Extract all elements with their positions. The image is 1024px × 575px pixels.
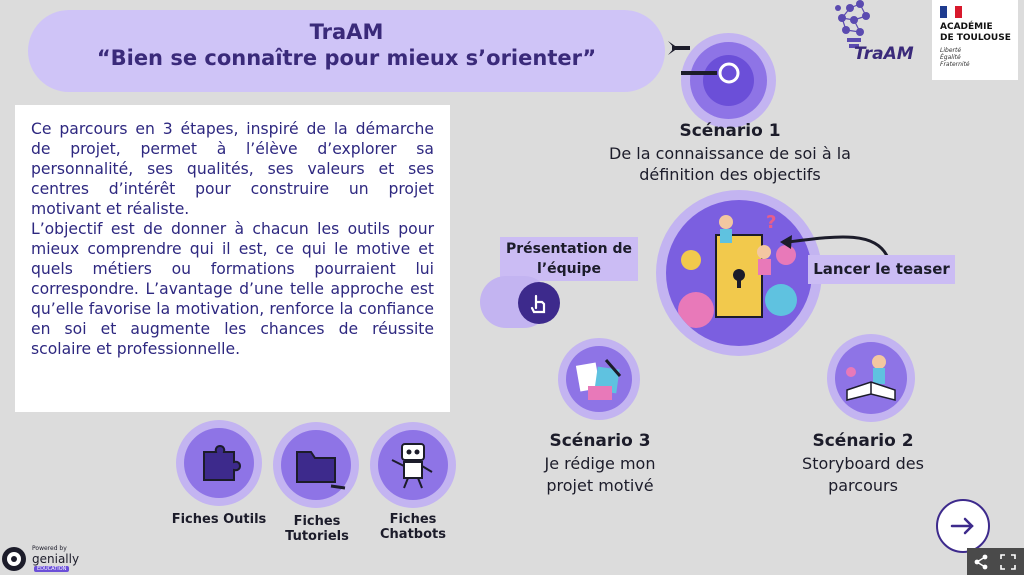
title-banner: [28, 10, 665, 92]
genially-logo-icon: [2, 547, 26, 571]
genially-name: genially: [32, 552, 80, 566]
intro-paragraph-1: Ce parcours en 3 étapes, inspiré de la démarche de projet, permet à l’élève d’explorer sa personnalité, ses qualités, ses valeurs et ses centres d’intérêt pour construire un projet motivant et réaliste.: [31, 120, 434, 218]
scenario3-title: Scénario 3: [549, 431, 651, 451]
resource-outils-label: Fiches Outils: [171, 512, 267, 527]
team-label[interactable]: Présentation de l’équipe: [500, 237, 638, 281]
scenario2-title: Scénario 2: [812, 431, 914, 451]
next-page-button[interactable]: [936, 499, 990, 553]
scenario3-line1: Je rédige mon: [544, 454, 656, 473]
team-button[interactable]: [518, 282, 560, 324]
scenario3-button[interactable]: [558, 338, 640, 420]
robot-icon: [378, 430, 448, 500]
target-icon: [681, 33, 776, 128]
fullscreen-icon[interactable]: [1000, 554, 1016, 570]
academie-logo: [932, 0, 1018, 80]
scenario1-line2: définition des objectifs: [639, 165, 821, 184]
scenario1-title: Scénario 1: [679, 121, 781, 141]
scenario1-button[interactable]: [681, 33, 776, 128]
resource-tutoriels-button[interactable]: [273, 422, 359, 508]
resource-tutoriels-label: Fiches Tutoriels: [285, 514, 349, 544]
tap-hand-icon: [518, 282, 560, 324]
arrow-fletching-icon: [668, 40, 690, 54]
writing-documents-icon: [566, 346, 632, 412]
academie-line2: DE TOULOUSE: [940, 33, 1011, 43]
intro-text-box: [15, 105, 450, 412]
folder-icon: [281, 430, 351, 500]
puzzle-piece-icon: [184, 428, 254, 498]
republic-motto: Liberté Égalité Fraternité: [940, 47, 970, 68]
scenario1-line1: De la connaissance de soi à la: [609, 144, 851, 163]
genially-branding[interactable]: [2, 545, 92, 575]
viewer-toolbar: [967, 548, 1024, 575]
scenario2-line1: Storyboard des: [802, 454, 924, 473]
svg-text:?: ?: [766, 212, 777, 233]
scenario3-line2: projet motivé: [546, 476, 654, 495]
traam-logo-text: TraAM: [854, 44, 914, 64]
scenario2-button[interactable]: [827, 334, 915, 422]
resource-chatbots-button[interactable]: [370, 422, 456, 508]
intro-paragraph-2: L’objectif est de donner à chacun les outils pour mieux comprendre qui il est, ce qui le motive et quels métiers ou formations pourraient lui correspondre. L’avantage d’une telle approche est qu’elle favorise la motivation, renforce la confiance en soi et augmente les chances de réussite scolaire et professionnelle.: [31, 220, 434, 358]
traam-logo: [820, 0, 930, 70]
academie-line1: ACADÉMIE: [940, 22, 993, 32]
page-title: TraAM: [309, 20, 384, 44]
share-icon[interactable]: [973, 554, 989, 570]
page-subtitle: “Bien se connaître pour mieux s’orienter”: [96, 46, 597, 70]
teaser-label[interactable]: Lancer le teaser: [808, 255, 955, 284]
reading-book-icon: [835, 342, 907, 414]
resource-chatbots-label: Fiches Chatbots: [380, 512, 446, 542]
arrow-right-icon: [938, 501, 988, 551]
powered-by-text: Powered by: [32, 545, 67, 552]
teaser-button[interactable]: [656, 190, 822, 356]
edition-badge: EDUCATION: [34, 566, 69, 572]
french-flag-icon: [940, 6, 962, 18]
scenario2-line2: parcours: [828, 476, 898, 495]
resource-outils-button[interactable]: [176, 420, 262, 506]
